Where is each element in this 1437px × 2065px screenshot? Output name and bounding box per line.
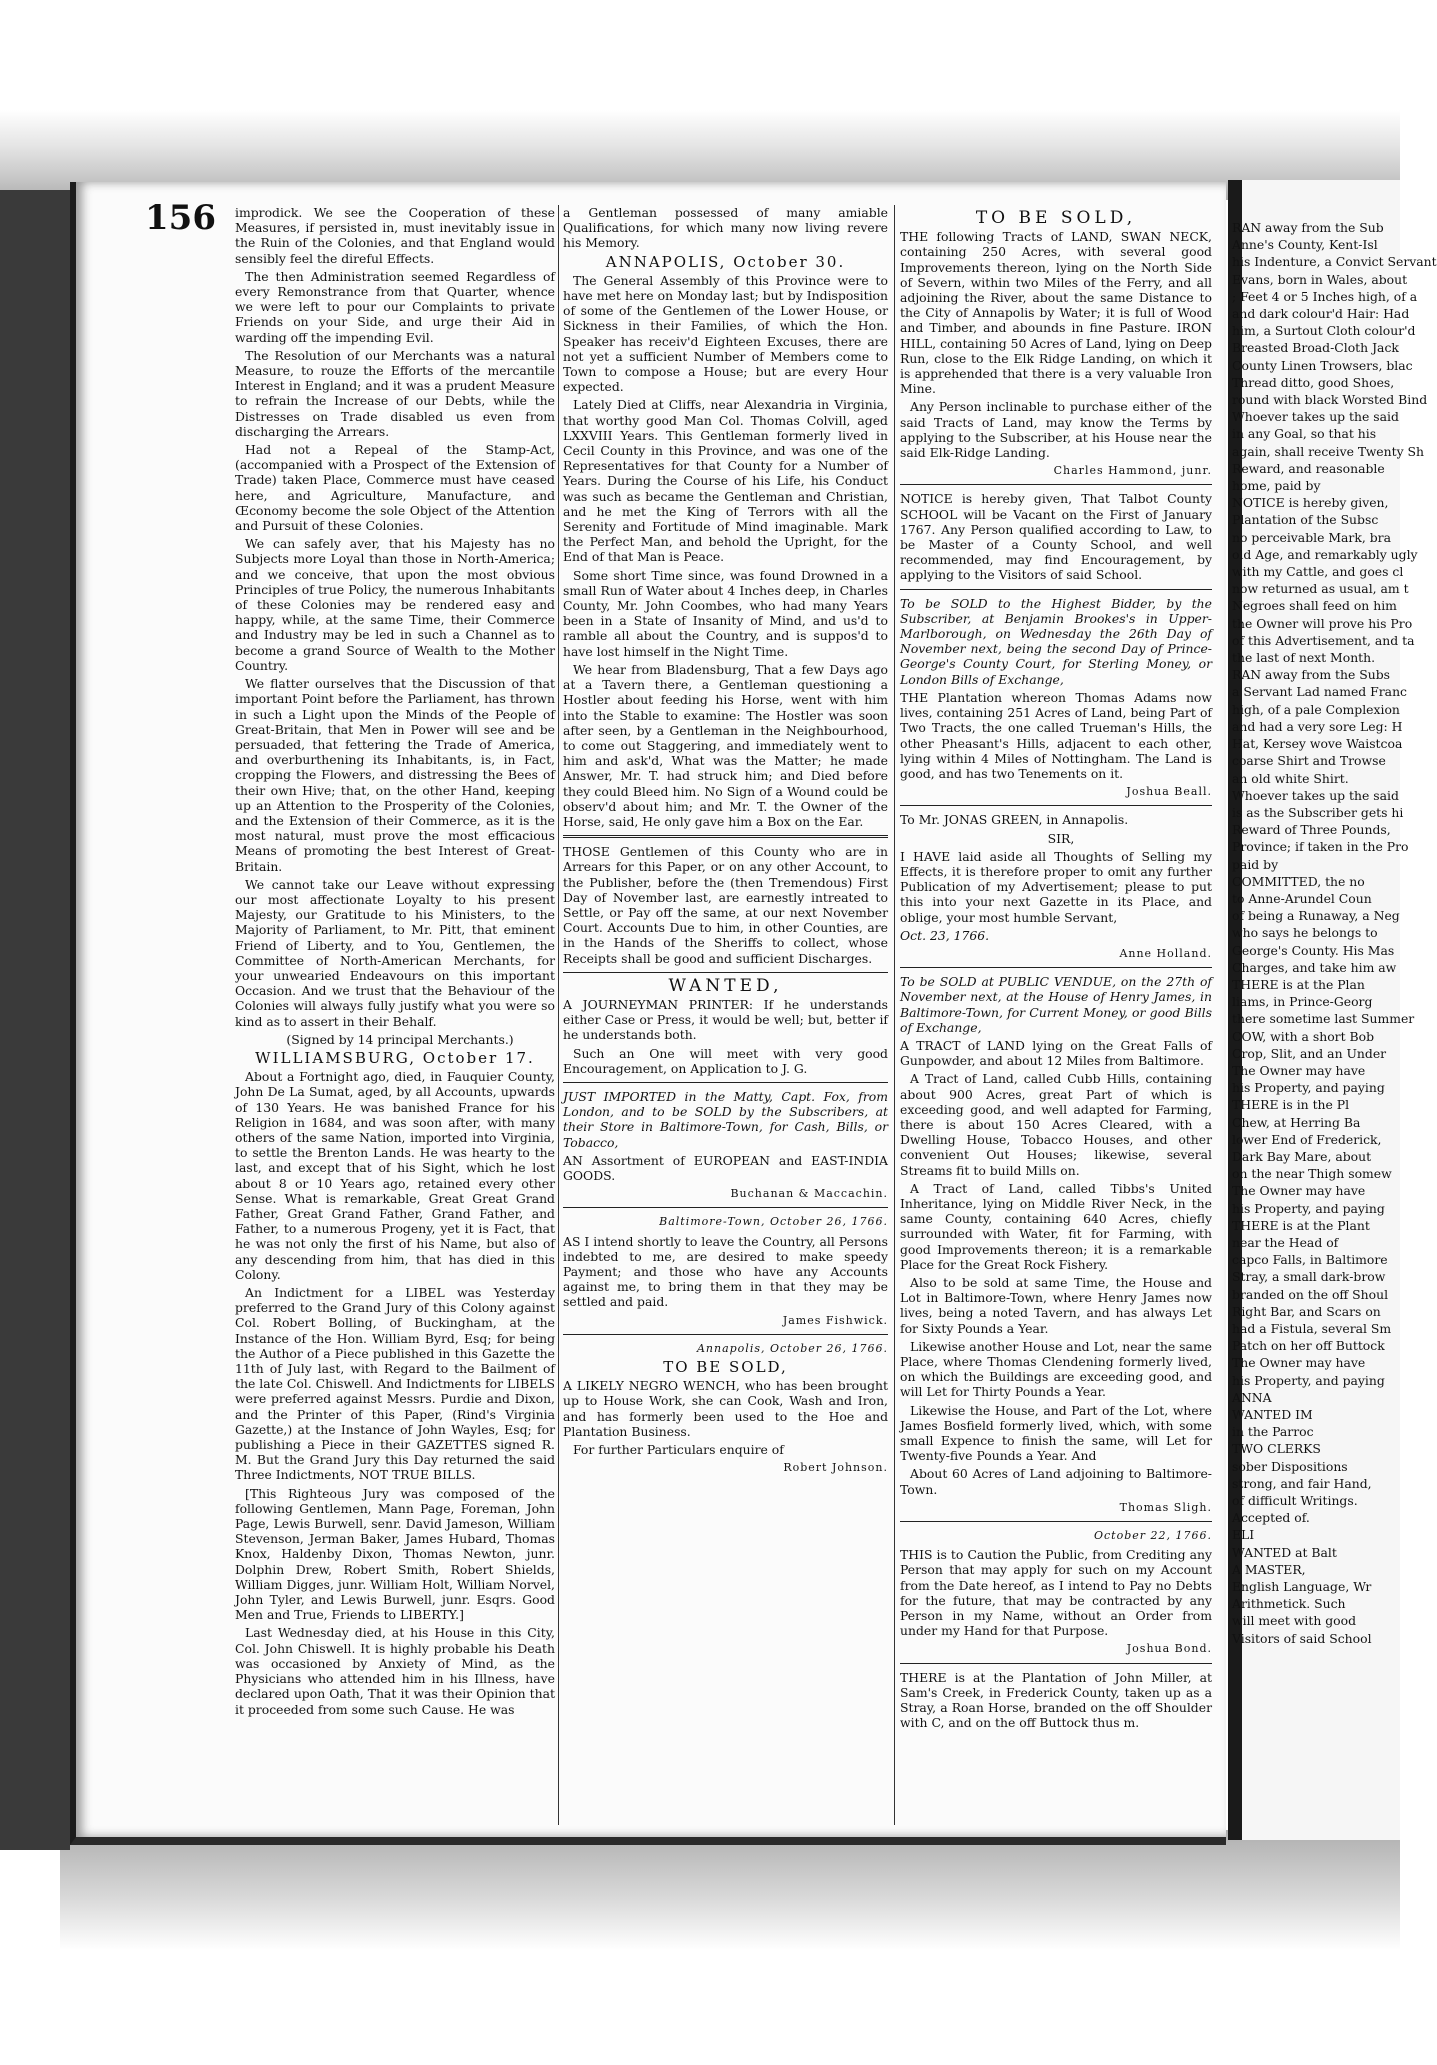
facing-page-line: and dark colour'd Hair: Had [1232, 306, 1410, 322]
advertisement: A LIKELY NEGRO WENCH, who has been brought up to House Work, she can Cook, Wash and Iron, and has formerly been used to the Hoe and Plantation Business. [563, 1378, 888, 1439]
rule [900, 805, 1212, 806]
dateline: Baltimore-Town, October 26, 1766. [659, 1215, 888, 1229]
facing-page-line: COW, with a short Bob [1232, 1028, 1375, 1044]
facing-page-line: capco Falls, in Baltimore [1232, 1252, 1388, 1268]
advertisement: A Tract of Land, called Cubb Hills, containing about 900 Acres, great Part of which is exceeding good, and well adapted for Farming, there is about 150 Acres Cleared, with a Dwelling House, Tobacco Houses, and other convenient Out Houses; likewise, several Streams fit to build Mills on. [900, 1071, 1212, 1178]
advertisement: To be SOLD at PUBLIC VENDUE, on the 27th of November next, at the House of Henry James, in Baltimore-Town, for Current Money, or good Bills of Exchange, [900, 974, 1212, 1035]
advertisement: THE Plantation whereon Thomas Adams now lives, containing 251 Acres of Land, being Part of Two Tracts, the one called Trueman's Hills, the other Pheasant's Hills, adjacent to each other, lying within 4 Miles of Nottingham. The Land is good, and has two Tenements on it. [900, 689, 1212, 781]
advertisement: A Tract of Land, called Tibbs's United Inheritance, lying on Middle River Neck, in the same County, containing 640 Acres, chiefly surrounded with Water, fit for Farming, with good Improvements thereon; it is a remarkable Place for the Great Rock Fishery. [900, 1180, 1212, 1272]
facing-page-line: NOTICE is hereby given, [1232, 495, 1389, 511]
facing-page-line: Reward, and reasonable [1232, 460, 1385, 476]
advertisement: Such an One will meet with very good Encouragement, on Application to J. G. [563, 1045, 888, 1076]
facing-page-line: English Language, Wr [1232, 1579, 1372, 1595]
paragraph: We can safely aver, that his Majesty has no Subjects more Loyal than those in North-America; and we conceive, that upon the most obvious Principles of true Policy, the numerous Inhabitants of these Colonies may be rendered easy and happy, while, at the same Time, their Commerce and Industry may be led in such a Channel as to become a grand Source of Wealth to the Mother Country. [235, 536, 555, 673]
paragraph: We cannot take our Leave without expressing our most affectionate Loyalty to his present Majesty, our Gratitude to his Ministers, to the Majority of Parliament, to Mr. Pitt, that eminent Friend of Liberty, and to You, Gentlemen, the Committee of North-American Merchants, for your unwearied Endeavours on this important Occasion. And we trust that the Behaviour of the Colonies will always fully justify what you were so kind as to assert in their Behalf. [235, 876, 555, 1029]
facing-page-line: County Linen Trowsers, blac [1232, 357, 1413, 373]
facing-page-line: Evans, born in Wales, about [1232, 271, 1408, 287]
facing-page-line: Breasted Broad-Cloth Jack [1232, 340, 1399, 356]
facing-page-line: who says he belongs to [1232, 925, 1378, 941]
ad-heading: WANTED, [668, 975, 783, 996]
facing-page-line: near the Head of [1232, 1234, 1339, 1250]
page-number: 156 [145, 198, 216, 238]
facing-page-line: his Property, and paying [1232, 1200, 1385, 1216]
facing-page-line: of this Advertisement, and ta [1232, 632, 1415, 648]
dateline: ANNAPOLIS, October 30. [605, 252, 846, 271]
facing-page-line: in any Goal, so that his [1232, 426, 1377, 442]
signature: Joshua Beall. [1126, 785, 1212, 799]
facing-page-line: Arithmetick. Such [1232, 1596, 1346, 1612]
facing-page-line: Hat, Kersey wove Waistcoa [1232, 736, 1403, 752]
facing-page-line: Whoever takes up the said [1232, 409, 1399, 425]
facing-page-line: THERE is at the Plan [1232, 976, 1365, 992]
facing-page-line: branded on the off Shoul [1232, 1286, 1389, 1302]
facing-page-line: ELI [1232, 1527, 1255, 1543]
facing-page-line: Dark Bay Mare, about [1232, 1148, 1372, 1164]
facing-page-line: The Owner may have [1232, 1183, 1366, 1199]
paragraph: The Resolution of our Merchants was a natural Measure, to rouze the Efforts of the mercantile Interest in England; and it was a prudent Measure to refrain the Increase of our Debts, while the Distresses on Trade disabled us even from discharging the Arrears. [235, 347, 555, 439]
rule [900, 589, 1212, 590]
paragraph: improdick. We see the Cooperation of these Measures, if persisted in, must inevitably issue in the Ruin of the Colonies, and that England would sensibly feel the direful Effects. [235, 205, 555, 266]
column-rule [894, 205, 895, 1825]
advertisement: THERE is at the Plantation of John Miller, at Sam's Creek, in Frederick County, taken up as a Stray, a Roan Horse, branded on the off Shoulder with C, and on the off Buttock thus m. [900, 1669, 1212, 1731]
facing-page-line: paid by [1232, 856, 1279, 872]
paragraph: Some short Time since, was found Drowned in a small Run of Water about 4 Inches deep, in Charles County, Mr. John Coombes, who had many Years been in a State of Insanity of Mind, and us'd to ramble all about the Country, and is suppos'd to have lost himself in the Night Time. [563, 567, 888, 659]
advertisement: To be SOLD to the Highest Bidder, by the Subscriber, at Benjamin Brookes's in Upper-Marlborough, on Wednesday the 26th Day of November next, being the second Day of Prince-George's County Court, for Sterling Money, or London Bills of Exchange, [900, 595, 1212, 687]
facing-page-line: again, shall receive Twenty Sh [1232, 443, 1425, 459]
facing-page-line: of being a Runaway, a Neg [1232, 908, 1400, 924]
advertisement: AS I intend shortly to leave the Country, all Persons indebted to me, are desired to make speedy Payment; and those who have any Accounts against me, to bring them in that they may be settled and paid. [563, 1233, 888, 1310]
facing-page-line: Anne's County, Kent-Isl [1232, 237, 1378, 253]
facing-page-line: lower End of Frederick, [1232, 1131, 1382, 1147]
facing-page-line: Patch on her off Buttock [1232, 1338, 1385, 1354]
signed-line: (Signed by 14 principal Merchants.) [286, 1031, 514, 1047]
paragraph: The General Assembly of this Province were to have met here on Monday last; but by Indisposition of some of the Gentlemen of the Lower House, or Sickness in their Families, of which the Hon. Speaker has receiv'd Eighteen Excuses, there are not yet a sufficient Number of Members come to Town to compose a House; but are every Hour expected. [563, 272, 888, 395]
facing-page-line: round with black Worsted Bind [1232, 392, 1428, 408]
facing-page-line: with my Cattle, and goes cl [1232, 564, 1404, 580]
facing-page-line: coarse Shirt and Trowse [1232, 753, 1386, 769]
facing-page-line: TWO CLERKS [1232, 1441, 1321, 1457]
facing-page-line: the last of next Month. [1232, 650, 1376, 666]
advertisement: THOSE Gentlemen of this County who are in Arrears for this Paper, or on any other Account, to the Publisher, before the (then Tremendous) First Day of November last, are earnestly intreated to Settle, or Pay off the same, at our next November Court. Accounts Due to him, in other Counties, are in the Hands of the Sheriffs to collect, whose Receipts shall be good and sufficient Discharges. [563, 844, 888, 966]
facing-page-line: no perceivable Mark, bra [1232, 529, 1391, 545]
paragraph: About a Fortnight ago, died, in Fauquier County, John De La Sumat, aged, by all Accounts, upwards of 130 Years. He was banished France for his Religion in 1684, and was soon after, with many others of the same Nation, imported into Virginia, to settle the Brenton Lands. He was hearty to the last, and except that of his Sight, which he lost about 8 or 10 Years ago, retained every other Sense. What is remarkable, Great Great Grand Father, Great Grand Father, Grand Father, and Father, to a numerous Progeny, yet it is Fact, that he was not only the first of his Name, but also of any descending from him, that has died in this Colony. [235, 1069, 555, 1282]
facing-page-line: THERE is at the Plant [1232, 1217, 1370, 1233]
advertisement: I HAVE laid aside all Thoughts of Selling my Effects, it is therefore proper to omit any further Publication of my Advertisement; please to put this into your next Gazette in its Place, and oblige, your most humble Servant, [900, 848, 1212, 925]
rule [900, 1663, 1212, 1664]
facing-page-line: Province; if taken in the Pro [1232, 839, 1409, 855]
signature: James Fishwick. [782, 1313, 888, 1327]
facing-page-line: THERE is in the Pl [1232, 1097, 1350, 1113]
facing-page-line: RAN away from the Sub [1232, 220, 1384, 235]
facing-page-line: strong, and fair Hand, [1232, 1475, 1372, 1491]
rule [900, 1521, 1212, 1522]
facing-page-line: A MASTER, [1232, 1561, 1306, 1577]
ad-heading: TO BE SOLD, [975, 208, 1137, 228]
facing-page-line: his Property, and paying [1232, 1080, 1385, 1096]
signature: Joshua Bond. [1126, 1642, 1212, 1656]
facing-page-line: to Anne-Arundel Coun [1232, 890, 1372, 906]
paragraph: An Indictment for a LIBEL was Yesterday preferred to the Grand Jury of this Colony against Col. Robert Bolling, of Buckingham, at the Instance of the Hon. William Byrd, Esq; for being the Author of a Piece published in this Gazette the 11th of July last, with Regard to the Bailment of the late Col. Chiswell. And Indictments for LIBELS were preferred against Messrs. Purdie and Dixon, and the Printer of this Paper, (Rind's Virginia Gazette,) at the Instance of John Wayles, Esq; for publishing a Piece in their GAZETTES signed R. M. But the Grand Jury this Day returned the said Three Indictments, NOT TRUE BILLS. [235, 1285, 555, 1483]
facing-page-line: Crop, Slit, and an Under [1232, 1045, 1387, 1061]
facing-page-line: there sometime last Summer [1232, 1011, 1415, 1027]
rule [563, 1207, 888, 1208]
facing-page-line: WANTED IM [1232, 1407, 1313, 1423]
facing-page-line: high, of a pale Complexion [1232, 701, 1400, 717]
rule [563, 972, 888, 973]
paragraph: Had not a Repeal of the Stamp-Act, (accompanied with a Prospect of the Extension of Trade) taken Place, Commerce must have ceased here, and Agriculture, Manufacture, and Œconomy become the sole Object of the Attention and Pursuit of these Colonies. [235, 442, 555, 534]
facing-page-line: in the Parroc [1232, 1424, 1314, 1440]
facing-page-line: his Indenture, a Convict Servant [1232, 254, 1437, 270]
facing-page-line: of difficult Writings. [1232, 1493, 1358, 1509]
signature: Thomas Sligh. [1119, 1500, 1212, 1514]
column-1 [235, 205, 555, 1835]
facing-page-line: WANTED at Balt [1232, 1544, 1337, 1560]
paragraph: a Gentleman possessed of many amiable Qualifications, for which many now living revere his Memory. [563, 205, 888, 251]
facing-page-line: is as the Subscriber gets hi [1232, 804, 1404, 820]
facing-page-line: Charges, and take him aw [1232, 959, 1397, 975]
rule [563, 1082, 888, 1083]
facing-page-line: the Owner will prove his Pro [1232, 615, 1413, 631]
facing-page-line: sober Dispositions [1232, 1458, 1348, 1474]
column-rule [558, 205, 559, 1825]
rule [563, 1334, 888, 1335]
facing-page-line: The Owner may have [1232, 1062, 1366, 1078]
facing-page-line: COMMITTED, the no [1232, 873, 1365, 889]
facing-page-line: a Servant Lad named Franc [1232, 684, 1407, 700]
facing-page-line: Chew, at Herring Ba [1232, 1114, 1361, 1130]
column-3 [900, 205, 1212, 1835]
advertisement: THE following Tracts of LAND, SWAN NECK, containing 250 Acres, with several good Improvements thereon, lying on the North Side of Severn, within two Miles of the Ferry, and all adjoining the River, about the same Distance to the City of Annapolis by Water; it is full of Wood and Timber, and abounds in fine Pasture. IRON HILL, containing 50 Acres of Land, lying on Deep Run, close to the Elk Ridge Landing, on which it is apprehended that there is a very valuable Iron Mine. [900, 229, 1212, 397]
advertisement: Any Person inclinable to purchase either of the said Tracts of Land, may know the Terms by applying to the Subscriber, at his House near the said Elk-Ridge Landing. [900, 399, 1212, 461]
scan-shadow-bottom [60, 1830, 1400, 1950]
rule [900, 484, 1212, 485]
paragraph: Lately Died at Cliffs, near Alexandria in Virginia, that worthy good Man Col. Thomas Colvill, aged LXXVIII Years. This Gentleman formerly lived in Cecil County in this Province, and was one of the Representatives for that County for a Number of Years. During the Course of his Life, his Conduct was such as became the Gentleman and Christian, and he met the King of Terrors with all the Serenity and Fortitude of Mind imaginable. Mark the Perfect Man, and behold the Upright, for the End of that Man is Peace. [563, 397, 888, 565]
advertisement: Likewise another House and Lot, near the same Place, where Thomas Clendening formerly lived, on which the Buildings are exceeding good, and will Let for Thirty Pounds a Year. [900, 1338, 1212, 1400]
facing-page-line: Thread ditto, good Shoes, [1232, 374, 1395, 390]
facing-page-line: ; Feet 4 or 5 Inches high, of a [1232, 288, 1418, 304]
advertisement: For further Particulars enquire of [573, 1442, 784, 1458]
signature: Charles Hammond, junr. [1053, 464, 1212, 478]
advertisement: A JOURNEYMAN PRINTER: If he understands either Case or Press, it would be well; but, better if he understands both. [563, 996, 888, 1043]
facing-page-line: him, a Surtout Cloth colour'd [1232, 323, 1416, 339]
advertisement: NOTICE is hereby given, That Talbot County SCHOOL will be Vacant on the First of January 1767. Any Person qualified according to Law, to be Master of a County School, and well recommended, may find Encouragement, by applying to the Visitors of said School. [900, 491, 1212, 583]
facing-page-line: RAN away from the Subs [1232, 667, 1391, 683]
advertisement: About 60 Acres of Land adjoining to Baltimore-Town. [900, 1466, 1212, 1497]
paragraph: Last Wednesday died, at his House in this City, Col. John Chiswell. It is highly probable his Death was occasioned by Anxiety of Mind, as the Physicians who attended him in his Illness, have declared upon Oath, That it was their Opinion that it proceeded from some such Cause. He was [235, 1625, 555, 1717]
signature: Buchanan & Maccachin. [730, 1187, 888, 1201]
paragraph: [This Righteous Jury was composed of the following Gentlemen, Mann Page, Foreman, John Page, Lewis Burwell, senr. David Jameson, William Stevenson, Jerman Baker, James Hubard, Thomas Knox, Haldenby Dixon, Thomas Newton, junr. Dolphin Drew, Robert Smith, Robert Shields, William Digges, junr. William Holt, William Norvel, John Tyler, and Lewis Burwell, junr. Esqrs. Good Men and True, Friends to LIBERTY.] [235, 1485, 555, 1623]
advertisement: AN Assortment of EUROPEAN and EAST-INDIA GOODS. [563, 1152, 888, 1183]
facing-page-line: old Age, and remarkably ugly [1232, 546, 1418, 562]
facing-page-line: Visitors of said School [1232, 1630, 1372, 1646]
paragraph: We flatter ourselves that the Discussion of that important Point before the Parliament, has thrown in such a Light upon the Minds of the People of Great-Britain, that Men in Power will see and be persuaded, that fettering the Trade of America, and overburthening its Inhabitants, is, in Fact, cropping the Flowers, and distressing the Bees of their own Hive; that, on the other Hand, keeping up an Attention to the Prosperity of the Colonies, and the Extension of their Commerce, as it is the most natural, must prove the most efficacious Means of promoting the best Interest of Great-Britain. [235, 676, 555, 874]
ad-heading: TO BE SOLD, [663, 1358, 788, 1377]
facing-page-line: Accepted of. [1232, 1510, 1310, 1526]
facing-page-line: The Owner may have [1232, 1355, 1366, 1371]
facing-page-line: his Property, and paying [1232, 1372, 1385, 1388]
facing-page-line: an old white Shirt. [1232, 770, 1349, 786]
paragraph: The then Administration seemed Regardless of every Remonstrance from that Quarter, whence we were left to pour our Complaints to private Friends on your Side, and urge their Aid in warding off the impending Evil. [235, 268, 555, 345]
signature: Anne Holland. [1119, 946, 1212, 960]
advertisement: Also to be sold at same Time, the House and Lot in Baltimore-Town, where Henry James now lives, being a noted Tavern, and has always Let for Sixty Pounds a Year. [900, 1275, 1212, 1336]
facing-page-text [1232, 220, 1437, 1648]
advertisement: THIS is to Caution the Public, from Crediting any Person that may apply for such on my Account from the Date hereof, as I intend to Pay no Debts for the future, that may be contracted by any Person in my Name, without an Order from under my Hand for that Purpose. [900, 1547, 1212, 1639]
facing-page-line: Whoever takes up the said [1232, 787, 1399, 803]
signature: Robert Johnson. [783, 1461, 888, 1475]
facing-page-line: ANNA [1232, 1389, 1272, 1405]
dateline: Annapolis, October 26, 1766. [696, 1341, 888, 1355]
facing-page-line: liams, in Prince-Georg [1232, 994, 1373, 1010]
facing-page-line: Negroes shall feed on him [1232, 598, 1397, 614]
facing-page-line: Stray, a small dark-brow [1232, 1269, 1386, 1285]
letter-address: To Mr. JONAS GREEN, in Annapolis. [900, 812, 1129, 828]
advertisement: A TRACT of LAND lying on the Great Falls of Gunpowder, and about 12 Miles from Baltimore. [900, 1037, 1212, 1069]
dateline: October 22, 1766. [1093, 1529, 1212, 1543]
facing-page-line: will meet with good [1232, 1613, 1357, 1629]
facing-page-line: and had a very sore Leg: H [1232, 718, 1403, 734]
facing-page-line: on the near Thigh somew [1232, 1166, 1392, 1182]
dateline: WILLIAMSBURG, October 17. [255, 1048, 535, 1067]
facing-page-line: Plantation of the Subsc [1232, 512, 1379, 528]
paragraph: We hear from Bladensburg, That a few Days ago at a Tavern there, a Gentleman questioning a Hostler about feeding his Horse, went with him into the Stable to examine: The Hostler was soon after seen, by a Gentleman in the Neighbourhood, to come out Staggering, and immediately went to him and ask'd, What was the Matter; he made Answer, Mr. T. had struck him; and Died before they could Bleed him. No Sign of a Wound could be observ'd about him; and Mr. T. the Owner of the Horse, said, He only gave him a Box on the Ear. [563, 661, 888, 829]
facing-page-line: Reward of Three Pounds, [1232, 822, 1391, 838]
facing-page-lines [1232, 220, 1437, 1646]
facing-page-line: George's County. His Mas [1232, 942, 1395, 958]
dateline: Oct. 23, 1766. [900, 927, 990, 943]
book-edge [0, 190, 70, 1850]
facing-page-line: Right Bar, and Scars on [1232, 1303, 1381, 1319]
rule [900, 967, 1212, 968]
facing-page-line: home, paid by [1232, 478, 1321, 494]
facing-page-line: now returned as usual, am t [1232, 581, 1409, 597]
rule [563, 835, 888, 838]
letter-salutation: SIR, [1047, 830, 1075, 846]
advertisement: JUST IMPORTED in the Matty, Capt. Fox, from London, and to be SOLD by the Subscribers, at their Store in Baltimore-Town, for Cash, Bills, or Tobacco, [563, 1088, 888, 1150]
column-2 [563, 205, 888, 1835]
advertisement: Likewise the House, and Part of the Lot, where James Bosfield formerly lived, which, with some small Expence to finish the same, will Let for Twenty-five Pounds a Year. And [900, 1402, 1212, 1464]
facing-page-line: had a Fistula, several Sm [1232, 1321, 1392, 1336]
